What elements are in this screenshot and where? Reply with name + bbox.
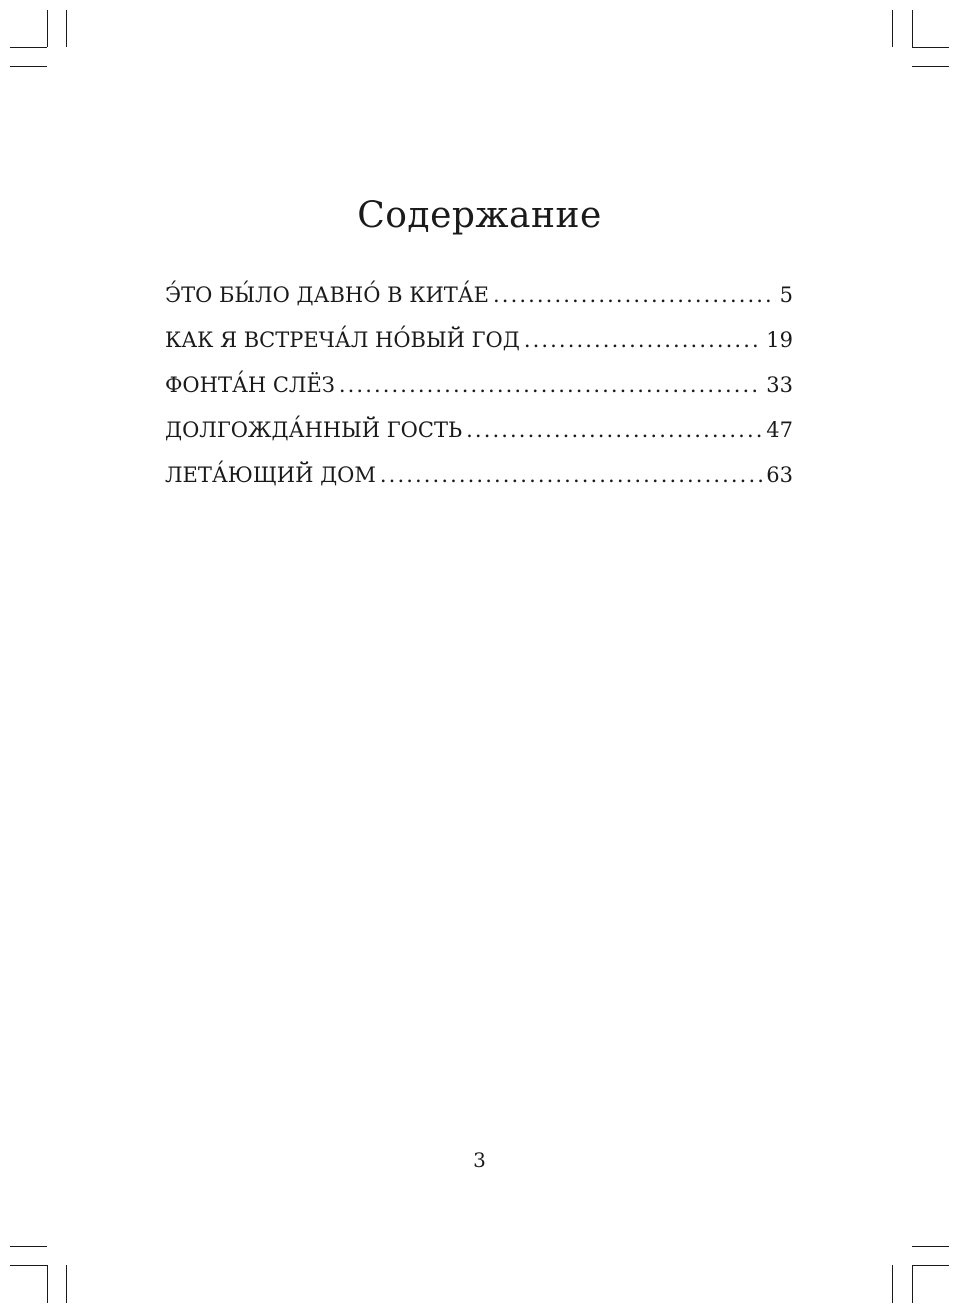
dot-leader — [466, 411, 762, 449]
crop-mark — [892, 10, 893, 47]
crop-mark — [912, 1246, 949, 1247]
toc-entry-title: ФОНТА́Н СЛЁЗ — [165, 373, 335, 397]
crop-mark — [912, 1265, 949, 1266]
page-title: Содержание — [357, 195, 602, 237]
toc-entry-page: 63 — [766, 463, 793, 487]
crop-mark — [10, 1246, 47, 1247]
toc-entry-title: Э́ТО БЫ́ЛО ДАВНО́ В КИТА́Е — [165, 283, 490, 307]
toc-entry-page: 5 — [779, 283, 793, 307]
crop-mark — [66, 1265, 67, 1303]
dot-leader — [524, 321, 762, 359]
crop-mark — [912, 47, 949, 48]
crop-mark — [912, 1265, 913, 1303]
page-number: 3 — [473, 1148, 486, 1172]
crop-mark — [912, 66, 949, 67]
dot-leader — [493, 276, 776, 314]
crop-mark — [47, 10, 48, 47]
crop-mark — [10, 66, 47, 67]
table-of-contents — [165, 276, 793, 501]
crop-mark — [892, 1265, 893, 1303]
toc-entry-title: ДОЛГОЖДА́ННЫЙ ГОСТЬ — [165, 418, 463, 442]
crop-mark — [912, 10, 913, 47]
crop-mark — [66, 10, 67, 47]
toc-entry-page: 19 — [766, 328, 793, 352]
toc-entry-page: 33 — [766, 373, 793, 397]
toc-entry[interactable] — [165, 321, 793, 366]
crop-mark — [10, 1265, 47, 1266]
toc-entry-title: ЛЕТА́ЮЩИЙ ДОМ — [165, 463, 376, 487]
crop-mark — [47, 1265, 48, 1303]
toc-entry[interactable] — [165, 366, 793, 411]
toc-entry[interactable] — [165, 276, 793, 321]
crop-mark — [10, 47, 47, 48]
dot-leader — [339, 366, 762, 404]
toc-entry-page: 47 — [766, 418, 793, 442]
toc-entry[interactable] — [165, 456, 793, 501]
toc-entry[interactable] — [165, 411, 793, 456]
dot-leader — [380, 456, 762, 494]
toc-entry-title: КАК Я ВСТРЕЧА́Л НО́ВЫЙ ГОД — [165, 328, 520, 352]
